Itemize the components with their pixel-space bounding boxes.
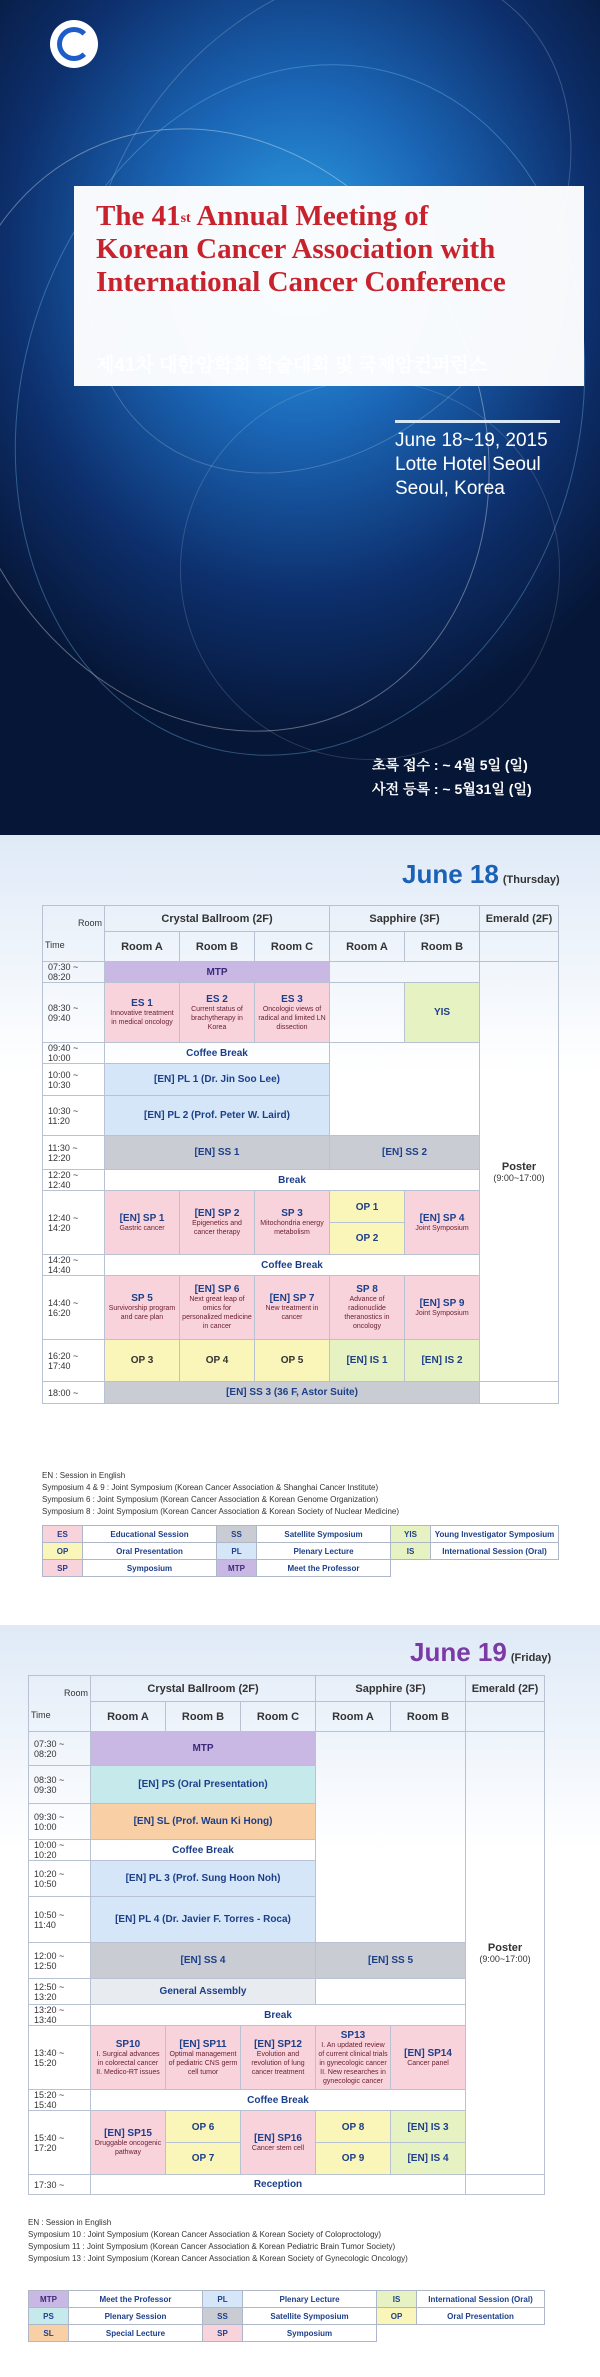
ps-session: [EN] PS (Oral Presentation)	[91, 1766, 316, 1804]
time-slot: 12:20 ~ 12:40	[43, 1170, 105, 1191]
time-slot: 13:20 ~ 13:40	[29, 2005, 91, 2026]
time-slot: 10:20 ~ 10:50	[29, 1861, 91, 1897]
sp8-session: SP 8 Advance of radionuclide theranostics in oncology	[330, 1276, 405, 1340]
is1-session: [EN] IS 1	[330, 1340, 405, 1382]
op3-session: OP 3	[105, 1340, 180, 1382]
op4-session: OP 4	[180, 1340, 255, 1382]
event-venue: Lotte Hotel Seoul	[395, 454, 541, 475]
op6-op7-cell: OP 6 OP 7	[166, 2111, 241, 2175]
coffee-break: Coffee Break	[91, 2090, 466, 2111]
coffee-break: Coffee Break	[105, 1255, 480, 1276]
pl4-session: [EN] PL 4 (Dr. Javier F. Torres - Roca)	[91, 1897, 316, 1943]
time-slot: 14:40 ~ 16:20	[43, 1276, 105, 1340]
pl3-session: [EN] PL 3 (Prof. Sung Hoon Noh)	[91, 1861, 316, 1897]
sp9-session: [EN] SP 9 Joint Symposium	[405, 1276, 480, 1340]
time-slot: 15:20 ~ 15:40	[29, 2090, 91, 2111]
sp2-session: [EN] SP 2 Epigenetics and cancer therapy	[180, 1191, 255, 1255]
pl2-session: [EN] PL 2 (Prof. Peter W. Laird)	[105, 1096, 330, 1136]
time-slot: 10:50 ~ 11:40	[29, 1897, 91, 1943]
sp4-session: [EN] SP 4 Joint Symposium	[405, 1191, 480, 1255]
association-logo	[50, 20, 98, 68]
corner-cell: Room Time	[43, 906, 105, 962]
time-slot: 12:50 ~ 13:20	[29, 1979, 91, 2005]
hero-banner	[0, 0, 600, 835]
day2-schedule-table	[28, 1675, 545, 2195]
title-korean: 제41차 대한암학회 학술대회 및 국제암컨퍼런스	[96, 355, 487, 376]
yis-session: YIS	[405, 983, 480, 1043]
day2-section	[0, 1625, 600, 2377]
time-slot: 18:00 ~	[43, 1382, 105, 1404]
time-slot: 08:30 ~ 09:40	[43, 983, 105, 1043]
time-slot: 10:00 ~ 10:30	[43, 1064, 105, 1096]
room-b: Room B	[180, 932, 255, 962]
room-a: Room A	[91, 1702, 166, 1732]
day1-title: June 18 (Thursday)	[402, 859, 560, 889]
time-slot: 17:30 ~	[29, 2175, 91, 2195]
emerald-header: Emerald (2F)	[480, 906, 559, 932]
day2-title: June 19 (Friday)	[410, 1637, 552, 1667]
general-assembly: General Assembly	[91, 1979, 316, 2005]
sp15-session: [EN] SP15 Druggable oncogenic pathway	[91, 2111, 166, 2175]
time-slot: 09:30 ~ 10:00	[29, 1804, 91, 1840]
time-slot: 09:40 ~ 10:00	[43, 1043, 105, 1064]
crystal-header: Crystal Ballroom (2F)	[91, 1676, 316, 1702]
ss1-session: [EN] SS 1	[105, 1136, 330, 1170]
break: Break	[91, 2005, 466, 2026]
es1-session: ES 1 Innovative treatment in medical oncology	[105, 983, 180, 1043]
day1-section	[0, 835, 600, 1625]
sp14-session: [EN] SP14 Cancer panel	[391, 2026, 466, 2090]
time-slot: 16:20 ~ 17:40	[43, 1340, 105, 1382]
event-city: Seoul, Korea	[395, 478, 505, 499]
reception: Reception	[91, 2175, 466, 2195]
time-slot: 08:30 ~ 09:30	[29, 1766, 91, 1804]
time-slot: 14:20 ~ 14:40	[43, 1255, 105, 1276]
sapphire-room-b: Room B	[391, 1702, 466, 1732]
time-slot: 12:40 ~ 14:20	[43, 1191, 105, 1255]
title-line-2: Korean Cancer Association with	[96, 233, 496, 265]
room-c: Room C	[241, 1702, 316, 1732]
time-slot: 15:40 ~ 17:20	[29, 2111, 91, 2175]
sapphire-room-b: Room B	[405, 932, 480, 962]
sp12-session: [EN] SP12 Evolution and revolution of lung cancer treatment	[241, 2026, 316, 2090]
pl1-session: [EN] PL 1 (Dr. Jin Soo Lee)	[105, 1064, 330, 1096]
is2-session: [EN] IS 2	[405, 1340, 480, 1382]
abstract-deadline: 초록 접수 : ~ 4월 5일 (일)	[372, 757, 528, 773]
ss5-session: [EN] SS 5	[316, 1943, 466, 1979]
sp7-session: [EN] SP 7 New treatment in cancer	[255, 1276, 330, 1340]
day1-schedule-table	[42, 905, 559, 1404]
mtp-session: MTP	[105, 962, 330, 983]
time-slot: 10:00 ~ 10:20	[29, 1840, 91, 1861]
sp10-session: SP10 I. Surgical advances in colorectal cancer II. Medico-RT issues	[91, 2026, 166, 2090]
logo-icon	[57, 27, 91, 61]
mtp-session: MTP	[91, 1732, 316, 1766]
deadlines	[372, 753, 532, 801]
sp11-session: [EN] SP11 Optimal management of pediatric CNS germ cell tumor	[166, 2026, 241, 2090]
time-slot: 12:00 ~ 12:50	[29, 1943, 91, 1979]
break: Break	[105, 1170, 480, 1191]
event-date: June 18~19, 2015	[395, 430, 548, 451]
room-b: Room B	[166, 1702, 241, 1732]
es3-session: ES 3 Oncologic views of radical and limited LN dissection	[255, 983, 330, 1043]
time-slot: 11:30 ~ 12:20	[43, 1136, 105, 1170]
op1-op2-cell: OP 1 OP 2	[330, 1191, 405, 1255]
poster-session: Poster (9:00~17:00)	[466, 1732, 545, 2175]
sl-session: [EN] SL (Prof. Waun Ki Hong)	[91, 1804, 316, 1840]
poster-session: Poster (9:00~17:00)	[480, 962, 559, 1382]
corner-cell: Room Time	[29, 1676, 91, 1732]
day1-notes: EN : Session in English Symposium 4 & 9 : Joint Symposium (Korean Cancer Association & Shanghai Cancer Institute) Symposium 6 : Joint Symposium (Korean Cancer Association & Korean Genome Organization) Symposium 8 : Joint Symposium (Korean Cancer Association & Korean Society of Nuclear Medicine)	[42, 1471, 400, 1516]
es2-session: ES 2 Current status of brachytherapy in Korea	[180, 983, 255, 1043]
day2-legend: MTP Meet the Professor PL Plenary Lecture IS International Session (Oral) PS Plenary Session SS Satellite Symposium OP Oral Presentation SL Special Lecture SP Symposium	[28, 2290, 545, 2342]
sp1-session: [EN] SP 1 Gastric cancer	[105, 1191, 180, 1255]
sapphire-header: Sapphire (3F)	[330, 906, 480, 932]
room-c: Room C	[255, 932, 330, 962]
sapphire-room-a: Room A	[330, 932, 405, 962]
is3-is4-cell: [EN] IS 3 [EN] IS 4	[391, 2111, 466, 2175]
sapphire-header: Sapphire (3F)	[316, 1676, 466, 1702]
event-info	[395, 420, 560, 501]
sapphire-room-a: Room A	[316, 1702, 391, 1732]
sp13-session: SP13 I. An updated review of current clinical trials in gynecologic cancer II. New researches in gynecologic cancer	[316, 2026, 391, 2090]
coffee-break: Coffee Break	[105, 1043, 330, 1064]
sp3-session: SP 3 Mitochondria energy metabolism	[255, 1191, 330, 1255]
sp16-session: [EN] SP16 Cancer stem cell	[241, 2111, 316, 2175]
ss4-session: [EN] SS 4	[91, 1943, 316, 1979]
op5-session: OP 5	[255, 1340, 330, 1382]
room-a: Room A	[105, 932, 180, 962]
registration-deadline: 사전 등록 : ~ 5월31일 (일)	[372, 781, 532, 797]
sp6-session: [EN] SP 6 Next great leap of omics for personalized medicine in cancer	[180, 1276, 255, 1340]
time-slot: 07:30 ~ 08:20	[29, 1732, 91, 1766]
crystal-header: Crystal Ballroom (2F)	[105, 906, 330, 932]
op8-op9-cell: OP 8 OP 9	[316, 2111, 391, 2175]
title-line-1: The 41st Annual Meeting of	[96, 200, 429, 232]
sp5-session: SP 5 Survivorship program and care plan	[105, 1276, 180, 1340]
emerald-header: Emerald (2F)	[466, 1676, 545, 1702]
day1-legend: ES Educational Session SS Satellite Symposium YIS Young Investigator Symposium OP Oral Presentation PL Plenary Lecture IS International Session (Oral) SP Symposium MTP Meet the Professor	[42, 1525, 559, 1577]
day2-notes: EN : Session in English Symposium 10 : Joint Symposium (Korean Cancer Association & Korean Society of Coloproctology) Symposium 11 : Joint Symposium (Korean Cancer Association & Korean Pediatric Brain Tumor Society) Symposium 13 : Joint Symposium (Korean Cancer Association & Korean Society of Gynecologic Oncology)	[28, 2218, 408, 2263]
time-slot: 10:30 ~ 11:20	[43, 1096, 105, 1136]
time-slot: 13:40 ~ 15:20	[29, 2026, 91, 2090]
ss3-session: [EN] SS 3 (36 F, Astor Suite)	[105, 1382, 480, 1404]
title-line-3: International Cancer Conference	[96, 266, 506, 298]
ss2-session: [EN] SS 2	[330, 1136, 480, 1170]
coffee-break: Coffee Break	[91, 1840, 316, 1861]
time-slot: 07:30 ~ 08:20	[43, 962, 105, 983]
